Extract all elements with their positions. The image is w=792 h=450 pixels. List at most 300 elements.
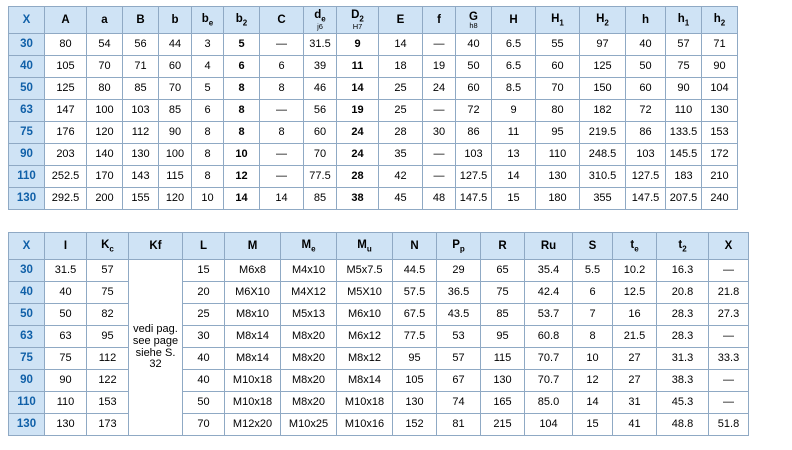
- data-cell: 40: [45, 282, 87, 304]
- header-row: [9, 7, 738, 34]
- row-key-cell: 110: [9, 166, 45, 188]
- data-cell: 3: [192, 34, 224, 56]
- data-cell: 14: [573, 392, 613, 414]
- data-cell: M5x13: [281, 304, 337, 326]
- data-cell: 21.5: [613, 326, 657, 348]
- data-cell: 46: [304, 78, 337, 100]
- data-cell: 133.5: [666, 122, 702, 144]
- table-row: [9, 144, 738, 166]
- data-cell: 8: [260, 78, 304, 100]
- data-cell: 40: [626, 34, 666, 56]
- column-header-l: L: [183, 233, 225, 260]
- data-cell: —: [709, 260, 749, 282]
- data-cell: 18: [379, 56, 423, 78]
- data-cell: 70: [304, 144, 337, 166]
- data-cell: M4x10: [281, 260, 337, 282]
- column-header-n: N: [393, 233, 437, 260]
- data-cell: M8x20: [281, 348, 337, 370]
- dimensions-table-2-wrapper: [8, 232, 749, 436]
- data-cell: 38: [337, 188, 379, 210]
- data-cell: 80: [536, 100, 580, 122]
- data-cell: 27: [613, 348, 657, 370]
- dimensions-table-1-wrapper: [8, 6, 738, 210]
- data-cell: 11: [492, 122, 536, 144]
- data-cell: 33.3: [709, 348, 749, 370]
- data-cell: 10: [192, 188, 224, 210]
- column-header-ru: Ru: [525, 233, 573, 260]
- data-cell: 71: [123, 56, 159, 78]
- data-cell: 53.7: [525, 304, 573, 326]
- data-cell: 28: [337, 166, 379, 188]
- table-row: [9, 392, 749, 414]
- data-cell: 4: [192, 56, 224, 78]
- data-cell: 90: [45, 370, 87, 392]
- data-cell: 15: [492, 188, 536, 210]
- data-cell: 75: [87, 282, 129, 304]
- data-cell: 6.5: [492, 56, 536, 78]
- data-cell: 31.5: [304, 34, 337, 56]
- data-cell: 8: [192, 144, 224, 166]
- data-cell: 36.5: [437, 282, 481, 304]
- data-cell: 60: [159, 56, 192, 78]
- data-cell: 80: [45, 34, 87, 56]
- data-cell: 130: [45, 414, 87, 436]
- data-cell: 8: [192, 122, 224, 144]
- data-cell: 44.5: [393, 260, 437, 282]
- data-cell: 15: [183, 260, 225, 282]
- data-cell: 355: [580, 188, 626, 210]
- data-cell: M5X10: [337, 282, 393, 304]
- data-cell: 8: [224, 122, 260, 144]
- table-row: [9, 260, 749, 282]
- data-cell: M8x14: [225, 326, 281, 348]
- data-cell: 14: [224, 188, 260, 210]
- row-key-cell: 50: [9, 78, 45, 100]
- data-cell: 25: [379, 78, 423, 100]
- data-cell: —: [260, 34, 304, 56]
- data-cell: 45: [379, 188, 423, 210]
- data-cell: —: [709, 370, 749, 392]
- data-cell: 183: [666, 166, 702, 188]
- data-cell: 40: [456, 34, 492, 56]
- data-cell: 8.5: [492, 78, 536, 100]
- data-cell: 77.5: [393, 326, 437, 348]
- data-cell: 130: [393, 392, 437, 414]
- data-cell: 28.3: [657, 304, 709, 326]
- data-cell: 95: [536, 122, 580, 144]
- data-cell: M8x20: [281, 392, 337, 414]
- data-cell: 67.5: [393, 304, 437, 326]
- column-header-mu: $M_u$: [337, 233, 393, 260]
- table-row: [9, 122, 738, 144]
- data-cell: 72: [456, 100, 492, 122]
- table-row: [9, 56, 738, 78]
- data-cell: 90: [702, 56, 738, 78]
- data-cell: M8x12: [337, 348, 393, 370]
- data-cell: 57.5: [393, 282, 437, 304]
- data-cell: 15: [573, 414, 613, 436]
- data-cell: 6: [260, 56, 304, 78]
- table-row: [9, 370, 749, 392]
- table-2-header-row: [9, 233, 749, 260]
- table-row: [9, 282, 749, 304]
- data-cell: 25: [379, 100, 423, 122]
- data-cell: 210: [702, 166, 738, 188]
- table-1-header-row: [9, 7, 738, 34]
- data-cell: 153: [87, 392, 129, 414]
- data-cell: 44: [159, 34, 192, 56]
- data-cell: 100: [87, 100, 123, 122]
- data-cell: 30: [183, 326, 225, 348]
- data-cell: 70: [159, 78, 192, 100]
- row-key-cell: 40: [9, 282, 45, 304]
- data-cell: 219.5: [580, 122, 626, 144]
- row-key-cell: 40: [9, 56, 45, 78]
- row-key-cell: 110: [9, 392, 45, 414]
- data-cell: 48: [423, 188, 456, 210]
- data-cell: 39: [304, 56, 337, 78]
- table-row: [9, 34, 738, 56]
- column-header-i: I: [45, 233, 87, 260]
- data-cell: 74: [437, 392, 481, 414]
- data-cell: 14: [260, 188, 304, 210]
- column-header-kf: Kf: [129, 233, 183, 260]
- data-cell: 35.4: [525, 260, 573, 282]
- data-cell: 35: [379, 144, 423, 166]
- data-cell: 85: [481, 304, 525, 326]
- data-cell: M8x14: [225, 348, 281, 370]
- data-cell: 60: [536, 56, 580, 78]
- data-cell: 67: [437, 370, 481, 392]
- dimensions-table-2: [8, 232, 749, 436]
- data-cell: 20.8: [657, 282, 709, 304]
- data-cell: 9: [337, 34, 379, 56]
- data-cell: 90: [159, 122, 192, 144]
- data-cell: 6.5: [492, 34, 536, 56]
- data-cell: 105: [393, 370, 437, 392]
- data-cell: 12: [573, 370, 613, 392]
- data-cell: 5: [224, 34, 260, 56]
- column-header-g: G h8: [456, 7, 492, 34]
- row-key-cell: 130: [9, 188, 45, 210]
- data-cell: 50: [456, 56, 492, 78]
- data-cell: 95: [87, 326, 129, 348]
- data-cell: 122: [87, 370, 129, 392]
- data-cell: M10x18: [225, 392, 281, 414]
- data-cell: M8x20: [281, 326, 337, 348]
- data-cell: 110: [536, 144, 580, 166]
- data-cell: 130: [536, 166, 580, 188]
- column-header-b: b: [159, 7, 192, 34]
- data-cell: 86: [626, 122, 666, 144]
- data-cell: 82: [87, 304, 129, 326]
- data-cell: 70.7: [525, 348, 573, 370]
- data-cell: 28: [379, 122, 423, 144]
- data-cell: 105: [45, 56, 87, 78]
- column-header-a: a: [87, 7, 123, 34]
- data-cell: 10: [224, 144, 260, 166]
- data-cell: 127.5: [456, 166, 492, 188]
- column-header-h2: $h_2$: [702, 7, 738, 34]
- data-cell: 30: [423, 122, 456, 144]
- data-cell: 130: [481, 370, 525, 392]
- data-cell: 130: [702, 100, 738, 122]
- data-cell: 86: [456, 122, 492, 144]
- data-cell: M6x12: [337, 326, 393, 348]
- data-cell: —: [260, 166, 304, 188]
- data-cell: M10x18: [225, 370, 281, 392]
- data-cell: 53: [437, 326, 481, 348]
- column-header-x: X: [9, 7, 45, 34]
- data-cell: 248.5: [580, 144, 626, 166]
- table-row: [9, 326, 749, 348]
- data-cell: 143: [123, 166, 159, 188]
- data-cell: 41: [613, 414, 657, 436]
- data-cell: 147.5: [456, 188, 492, 210]
- data-cell: 56: [123, 34, 159, 56]
- column-header-me: $M_e$: [281, 233, 337, 260]
- data-cell: 14: [379, 34, 423, 56]
- data-cell: M5x7.5: [337, 260, 393, 282]
- data-cell: 24: [337, 144, 379, 166]
- data-cell: 104: [702, 78, 738, 100]
- data-cell: M6x8: [225, 260, 281, 282]
- data-cell: 71: [702, 34, 738, 56]
- column-header-t2: $t_2$: [657, 233, 709, 260]
- data-cell: 152: [393, 414, 437, 436]
- data-cell: 51.8: [709, 414, 749, 436]
- table-row: [9, 78, 738, 100]
- data-cell: 27: [613, 370, 657, 392]
- data-cell: 103: [456, 144, 492, 166]
- data-cell: 10: [573, 348, 613, 370]
- data-cell: 145.5: [666, 144, 702, 166]
- column-header-h2: $H_2$: [580, 7, 626, 34]
- row-key-cell: 50: [9, 304, 45, 326]
- row-key-cell: 63: [9, 326, 45, 348]
- data-cell: 207.5: [666, 188, 702, 210]
- data-cell: 60: [626, 78, 666, 100]
- data-cell: 8: [192, 166, 224, 188]
- data-cell: 110: [45, 392, 87, 414]
- data-cell: 120: [159, 188, 192, 210]
- data-cell: 7: [573, 304, 613, 326]
- data-cell: 43.5: [437, 304, 481, 326]
- data-cell: 180: [536, 188, 580, 210]
- data-cell: 60.8: [525, 326, 573, 348]
- data-cell: 31.5: [45, 260, 87, 282]
- table-2-body: [9, 260, 749, 436]
- data-cell: 153: [702, 122, 738, 144]
- data-cell: 13: [492, 144, 536, 166]
- data-cell: 70.7: [525, 370, 573, 392]
- data-cell: 8: [260, 122, 304, 144]
- data-cell: 42: [379, 166, 423, 188]
- column-header-h1: $H_1$: [536, 7, 580, 34]
- table-row: [9, 100, 738, 122]
- data-cell: 24: [337, 122, 379, 144]
- data-cell: M12x20: [225, 414, 281, 436]
- data-cell: 172: [702, 144, 738, 166]
- data-cell: 112: [87, 348, 129, 370]
- table-row: [9, 166, 738, 188]
- data-cell: 6: [224, 56, 260, 78]
- data-cell: 104: [525, 414, 573, 436]
- data-cell: 60: [456, 78, 492, 100]
- data-cell: 90: [666, 78, 702, 100]
- column-header-a: A: [45, 7, 87, 34]
- column-header-s: S: [573, 233, 613, 260]
- data-cell: 11: [337, 56, 379, 78]
- row-key-cell: 90: [9, 144, 45, 166]
- column-header-b: B: [123, 7, 159, 34]
- data-cell: —: [260, 144, 304, 166]
- data-cell: M8x14: [337, 370, 393, 392]
- column-header-c: C: [260, 7, 304, 34]
- data-cell: 50: [183, 392, 225, 414]
- row-key-cell: 75: [9, 122, 45, 144]
- data-cell: 48.8: [657, 414, 709, 436]
- table-row: [9, 414, 749, 436]
- data-cell: 19: [337, 100, 379, 122]
- data-cell: M8x10: [225, 304, 281, 326]
- column-header-kc: $K_c$: [87, 233, 129, 260]
- data-cell: 50: [45, 304, 87, 326]
- data-cell: 42.4: [525, 282, 573, 304]
- column-header-h1: $h_1$: [666, 7, 702, 34]
- data-cell: 29: [437, 260, 481, 282]
- column-header-x: X: [709, 233, 749, 260]
- data-cell: M6x10: [337, 304, 393, 326]
- data-cell: 31.3: [657, 348, 709, 370]
- data-cell: 25: [183, 304, 225, 326]
- data-cell: 155: [123, 188, 159, 210]
- data-cell: 170: [87, 166, 123, 188]
- header-row: [9, 233, 749, 260]
- column-header-te: $t_e$: [613, 233, 657, 260]
- data-cell: 115: [481, 348, 525, 370]
- data-cell: 45.3: [657, 392, 709, 414]
- data-cell: 130: [123, 144, 159, 166]
- row-key-cell: 30: [9, 34, 45, 56]
- data-cell: 203: [45, 144, 87, 166]
- table-row: [9, 348, 749, 370]
- data-cell: 292.5: [45, 188, 87, 210]
- data-cell: 127.5: [626, 166, 666, 188]
- data-cell: 100: [159, 144, 192, 166]
- data-cell: —: [260, 100, 304, 122]
- data-cell: 176: [45, 122, 87, 144]
- data-cell: 252.5: [45, 166, 87, 188]
- data-cell: 6: [192, 100, 224, 122]
- column-header-de: $d_e$ j6: [304, 7, 337, 34]
- data-cell: 75: [45, 348, 87, 370]
- data-cell: 19: [423, 56, 456, 78]
- data-cell: 56: [304, 100, 337, 122]
- column-header-f: f: [423, 7, 456, 34]
- data-cell: 5: [192, 78, 224, 100]
- data-cell: M6X10: [225, 282, 281, 304]
- data-cell: 16.3: [657, 260, 709, 282]
- data-cell: 9: [492, 100, 536, 122]
- data-cell: 65: [481, 260, 525, 282]
- column-header-be: $b_e$: [192, 7, 224, 34]
- data-cell: 147.5: [626, 188, 666, 210]
- data-cell: 38.3: [657, 370, 709, 392]
- row-key-cell: 30: [9, 260, 45, 282]
- data-cell: 120: [87, 122, 123, 144]
- column-header-e: E: [379, 7, 423, 34]
- data-cell: 5.5: [573, 260, 613, 282]
- data-cell: 8: [224, 78, 260, 100]
- data-cell: 103: [626, 144, 666, 166]
- data-cell: 173: [87, 414, 129, 436]
- data-cell: 8: [224, 100, 260, 122]
- row-key-cell: 90: [9, 370, 45, 392]
- data-cell: 140: [87, 144, 123, 166]
- data-cell: 20: [183, 282, 225, 304]
- data-cell: 165: [481, 392, 525, 414]
- data-cell: 40: [183, 370, 225, 392]
- data-cell: 81: [437, 414, 481, 436]
- data-cell: —: [423, 144, 456, 166]
- data-cell: 95: [393, 348, 437, 370]
- data-cell: 57: [437, 348, 481, 370]
- column-header-x: X: [9, 233, 45, 260]
- data-cell: 75: [481, 282, 525, 304]
- column-header-h: h: [626, 7, 666, 34]
- data-cell: 31: [613, 392, 657, 414]
- data-cell: 14: [492, 166, 536, 188]
- data-cell: 40: [183, 348, 225, 370]
- data-cell: 112: [123, 122, 159, 144]
- column-header-pp: $P_p$: [437, 233, 481, 260]
- data-cell: 182: [580, 100, 626, 122]
- data-cell: 110: [666, 100, 702, 122]
- column-header-h: H: [492, 7, 536, 34]
- dimensions-table-1: [8, 6, 738, 210]
- data-cell: 85: [123, 78, 159, 100]
- data-cell: —: [423, 100, 456, 122]
- data-cell: 75: [666, 56, 702, 78]
- table-1-body: [9, 34, 738, 210]
- data-cell: 77.5: [304, 166, 337, 188]
- table-row: [9, 188, 738, 210]
- data-cell: M4X12: [281, 282, 337, 304]
- data-cell: 50: [626, 56, 666, 78]
- data-cell: 57: [87, 260, 129, 282]
- column-header-b2: $b_2$: [224, 7, 260, 34]
- data-cell: 70: [183, 414, 225, 436]
- data-cell: 54: [87, 34, 123, 56]
- data-cell: 27.3: [709, 304, 749, 326]
- data-cell: 150: [580, 78, 626, 100]
- data-cell: 70: [87, 56, 123, 78]
- data-cell: 97: [580, 34, 626, 56]
- data-cell: 24: [423, 78, 456, 100]
- row-key-cell: 130: [9, 414, 45, 436]
- data-cell: 200: [87, 188, 123, 210]
- data-cell: 14: [337, 78, 379, 100]
- column-header-m: M: [225, 233, 281, 260]
- data-cell: 125: [45, 78, 87, 100]
- data-cell: 85.0: [525, 392, 573, 414]
- data-cell: 147: [45, 100, 87, 122]
- data-cell: 16: [613, 304, 657, 326]
- data-cell: —: [423, 34, 456, 56]
- data-cell: 12: [224, 166, 260, 188]
- data-cell: 28.3: [657, 326, 709, 348]
